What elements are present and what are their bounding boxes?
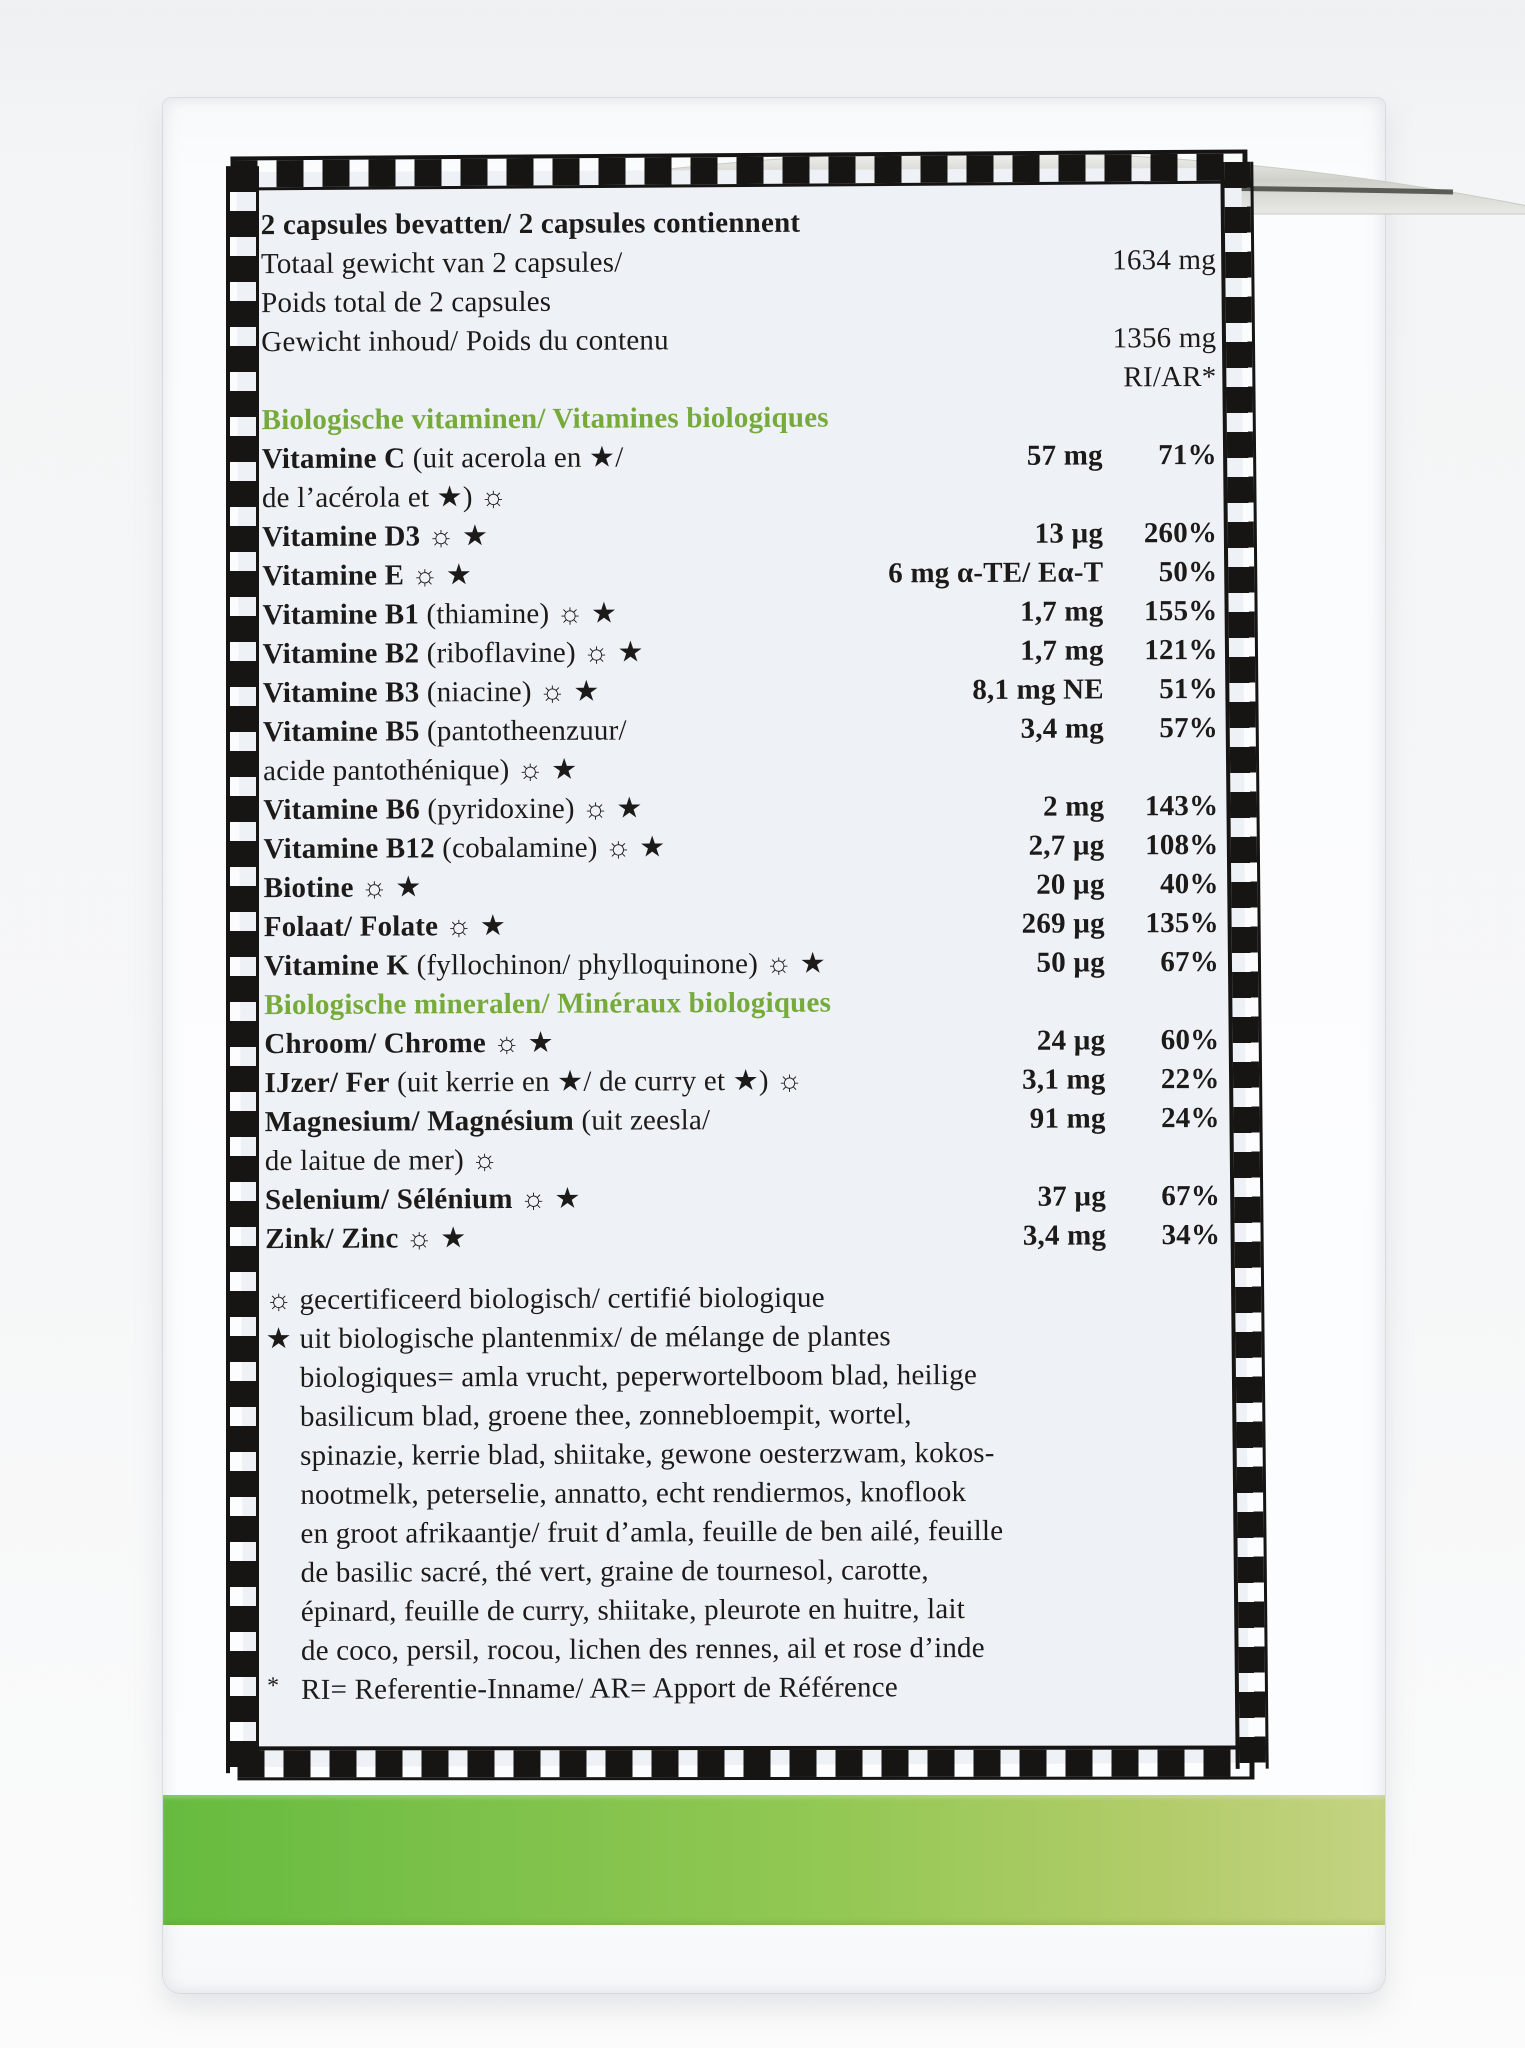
section-heading: Biologische vitaminen/ Vitamines biologiques xyxy=(261,401,829,437)
nutrient-name: Magnesium/ Magnésium (uit zeesla/ xyxy=(264,1104,711,1139)
footnote xyxy=(267,1667,1222,1710)
reference-asterisk: * xyxy=(267,1673,280,1700)
nutrient-row xyxy=(265,1216,1220,1259)
nutrient-amount: 1,7 mg xyxy=(1020,595,1104,628)
nutrient-name-bold: Vitamine B5 xyxy=(262,715,420,749)
plant-mix-star-icon: ★ xyxy=(265,1322,292,1356)
nutrient-row xyxy=(263,787,1218,830)
header-row xyxy=(261,319,1216,362)
nutrient-name: Vitamine B6 (pyridoxine) ☼ ★ xyxy=(263,792,643,827)
nutrient-name-bold: Vitamine D3 xyxy=(262,520,421,554)
nutrient-percent: 121% xyxy=(1144,633,1218,667)
nutrient-name-bold: Vitamine C xyxy=(261,442,406,476)
footnote-text: gecertificeerd biologisch/ certifié biologique xyxy=(299,1281,825,1316)
nutrient-amount: 24 µg xyxy=(1036,1024,1106,1057)
footnote-text: uit biologische plantenmix/ de mélange de plantes biologiques= amla vrucht, peperwortelboom blad, heilige basilicum blad, groene thee, zonnebloempit, wortel, spinazie, kerrie blad, shiitake, gewone oesterzwam, kokos- nootmelk, peterselie, annatto, echt rendiermos, knoflook en groot afrikaantje/ fruit d’amla, feuille de ben ailé, feuille de basilic sacré, thé vert, graine de tournesol, carotte, épinard, feuille de curry, shiitake, pleurote en huitre, lait de coco, persil, rocou, lichen des rennes, ail et rose d’inde xyxy=(299,1320,1004,1667)
nutrient-row xyxy=(264,865,1219,908)
header-row xyxy=(261,280,1216,323)
footnote xyxy=(266,1316,1223,1671)
nutrient-amount: 3,4 mg xyxy=(1020,712,1105,745)
nutrient-name: Zink/ Zinc ☼ ★ xyxy=(265,1222,467,1256)
nutrient-amount: 57 mg xyxy=(1026,439,1103,472)
panel-content xyxy=(261,202,1223,1710)
nutrient-row xyxy=(264,1021,1219,1064)
nutrient-name-bold: Zink/ Zinc xyxy=(265,1222,399,1256)
nutrient-percent: 60% xyxy=(1160,1023,1220,1057)
nutrient-name: Vitamine B2 (riboflavine) ☼ ★ xyxy=(262,636,644,671)
nutrient-amount: 50 µg xyxy=(1036,946,1106,979)
nutrient-name-bold: Biotine xyxy=(263,871,354,905)
nutrient-percent: 50% xyxy=(1158,555,1218,589)
header-row-value: 1634 mg xyxy=(1112,243,1216,277)
header-row xyxy=(261,241,1216,284)
section-heading: Biologische mineralen/ Minéraux biologiques xyxy=(264,986,832,1022)
panel-border-left xyxy=(226,166,259,1773)
nutrient-row xyxy=(262,514,1217,557)
nutrient-row xyxy=(265,1177,1220,1220)
nutrient-percent: 135% xyxy=(1145,906,1219,940)
nutrient-amount: 269 µg xyxy=(1021,907,1105,940)
header-row-label: Gewicht inhoud/ Poids du contenu xyxy=(261,324,669,359)
nutrient-row xyxy=(263,631,1218,674)
header-row-value xyxy=(934,308,1216,309)
nutrient-percent: 57% xyxy=(1159,711,1219,745)
nutrient-row xyxy=(265,1099,1220,1142)
header-row-value: 1356 mg xyxy=(1112,321,1217,355)
nutrient-percent: 260% xyxy=(1143,516,1218,550)
nutrient-amount: 3,4 mg xyxy=(1022,1219,1107,1252)
footnotes xyxy=(265,1277,1222,1710)
nutrient-name-bold: Magnesium/ Magnésium xyxy=(264,1104,575,1139)
nutrient-name-bold: Vitamine E xyxy=(262,559,405,593)
nutrient-percent: 67% xyxy=(1160,945,1220,979)
nutrient-name-bold: Vitamine B12 xyxy=(263,832,435,866)
nutrient-name: Biotine ☼ ★ xyxy=(263,871,422,905)
nutrient-amount: 20 µg xyxy=(1036,868,1105,901)
nutrient-amount: 8,1 mg NE xyxy=(972,673,1104,706)
nutrient-row xyxy=(264,904,1219,947)
nutrient-name-bold: Vitamine B3 xyxy=(262,676,420,710)
header-row-label: Poids total de 2 capsules xyxy=(261,285,552,320)
panel-title: 2 capsules bevatten/ 2 capsules contiennent xyxy=(260,206,801,242)
package-box xyxy=(163,98,1385,1993)
header-row-value: RI/AR* xyxy=(1123,360,1217,394)
nutrient-name-continued: acide pantothénique) ☼ ★ xyxy=(263,753,578,788)
nutrient-name: Vitamine B12 (cobalamine) ☼ ★ xyxy=(263,831,666,866)
nutrient-name: Vitamine B5 (pantotheenzuur/ xyxy=(262,714,627,749)
organic-cert-icon: ☼ xyxy=(265,1283,293,1317)
nutrient-amount: 37 µg xyxy=(1037,1180,1107,1213)
header-rows xyxy=(261,241,1217,401)
nutrient-percent: 51% xyxy=(1159,672,1218,706)
nutrient-name-bold: Chroom/ Chrome xyxy=(264,1027,487,1061)
nutrient-row xyxy=(264,943,1219,986)
supplement-facts-panel xyxy=(237,168,1249,1767)
nutrient-name: Selenium/ Sélénium ☼ ★ xyxy=(264,1182,581,1217)
nutrient-name-bold: Selenium/ Sélénium xyxy=(264,1183,513,1217)
nutrient-amount: 2 mg xyxy=(1043,790,1105,823)
footnote-text: RI= Referentie-Inname/ AR= Apport de Référence xyxy=(301,1671,898,1706)
nutrient-row xyxy=(263,709,1218,752)
nutrient-row xyxy=(262,592,1217,635)
nutrient-row xyxy=(263,670,1218,713)
green-band xyxy=(163,1795,1385,1925)
nutrient-name: Vitamine D3 ☼ ★ xyxy=(262,520,489,554)
nutrient-amount: 91 mg xyxy=(1029,1102,1106,1135)
nutrient-name-bold: Vitamine B6 xyxy=(263,793,420,827)
nutrient-percent: 143% xyxy=(1144,789,1219,823)
nutrient-percent: 34% xyxy=(1161,1218,1221,1252)
nutrient-percent: 67% xyxy=(1161,1179,1221,1213)
nutrient-sections xyxy=(262,397,1221,1259)
nutrient-name: Vitamine E ☼ ★ xyxy=(262,559,473,593)
panel-border-top xyxy=(230,149,1247,190)
nutrient-amount: 1,7 mg xyxy=(1020,634,1104,667)
nutrient-name-bold: Vitamine B2 xyxy=(262,637,420,671)
nutrient-percent: 24% xyxy=(1160,1101,1220,1135)
nutrient-row xyxy=(262,436,1217,479)
nutrient-percent: 22% xyxy=(1160,1062,1220,1096)
nutrient-name: Folaat/ Folate ☼ ★ xyxy=(263,910,507,944)
nutrient-amount: 2,7 µg xyxy=(1028,829,1105,862)
panel-border-bottom xyxy=(237,1746,1254,1781)
nutrient-name: Vitamine B1 (thiamine) ☼ ★ xyxy=(262,597,618,632)
nutrient-percent: 40% xyxy=(1159,867,1219,901)
nutrient-name-continued: de laitue de mer) ☼ xyxy=(264,1144,499,1178)
nutrient-name-bold: Vitamine K xyxy=(263,949,410,983)
nutrient-name-bold: Vitamine B1 xyxy=(262,598,420,632)
header-row xyxy=(261,358,1216,401)
nutrient-percent: 71% xyxy=(1158,438,1217,472)
nutrient-name: Vitamine C (uit acerola en ★/ xyxy=(261,441,624,476)
header-row-label: Totaal gewicht van 2 capsules/ xyxy=(260,246,623,281)
nutrient-name: Chroom/ Chrome ☼ ★ xyxy=(264,1026,554,1061)
nutrient-row xyxy=(262,553,1217,596)
nutrient-name-bold: IJzer/ Fer xyxy=(264,1066,390,1100)
nutrient-amount: 3,1 mg xyxy=(1022,1063,1106,1096)
nutrient-amount: 6 mg α-TE/ Eα-T xyxy=(888,556,1104,590)
nutrient-amount: 13 µg xyxy=(1034,517,1104,550)
nutrient-percent: 155% xyxy=(1144,594,1218,628)
nutrient-name-bold: Folaat/ Folate xyxy=(263,910,439,944)
nutrient-name: Vitamine B3 (niacine) ☼ ★ xyxy=(262,675,600,710)
footnote xyxy=(265,1277,1220,1320)
nutrient-row xyxy=(263,826,1218,869)
nutrient-name: Vitamine K (fyllochinon/ phylloquinone) ☼ ★ xyxy=(263,947,826,983)
nutrient-percent: 108% xyxy=(1145,828,1219,862)
nutrient-row xyxy=(264,1060,1219,1103)
nutrient-name: IJzer/ Fer (uit kerrie en ★/ de curry et ★) ☼ xyxy=(264,1064,804,1100)
nutrient-name-continued: de l’acérola et ★) ☼ xyxy=(261,481,507,515)
panel-title-row xyxy=(261,202,1216,245)
panel-border-right xyxy=(1220,162,1268,1769)
